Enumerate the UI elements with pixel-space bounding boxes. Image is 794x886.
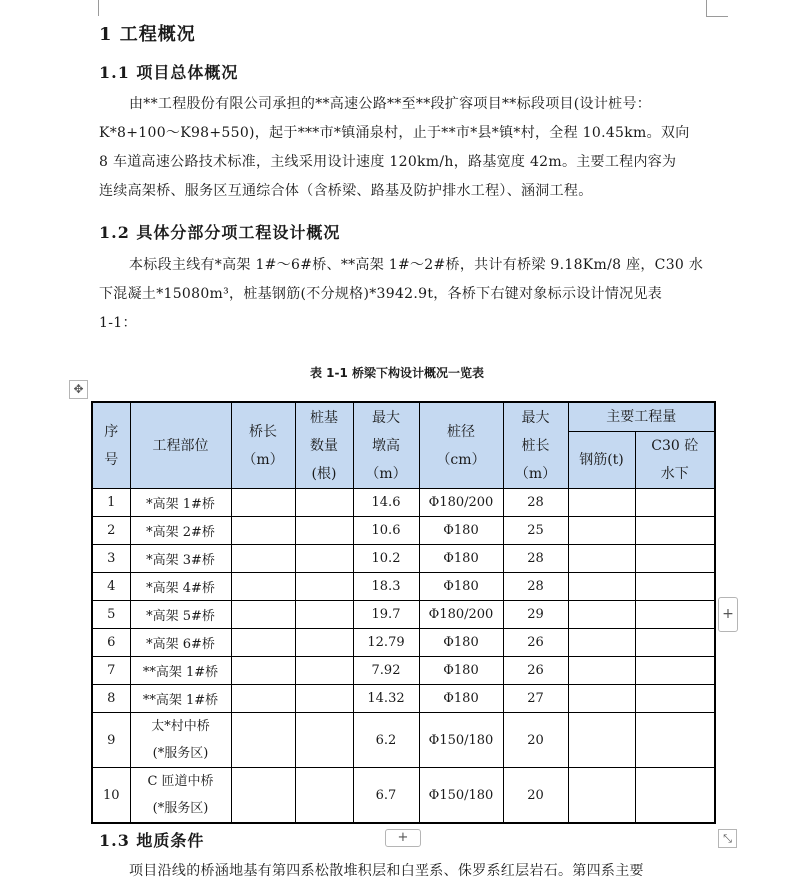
cell-dia: Φ180 <box>419 629 503 657</box>
cell-no: 9 <box>92 713 130 768</box>
cell-plen: 20 <box>503 768 568 824</box>
cell-piles <box>295 601 353 629</box>
cell-pier: 19.7 <box>353 601 419 629</box>
cell-piles <box>295 685 353 713</box>
cell-c30 <box>635 573 715 601</box>
cell-piles <box>295 713 353 768</box>
cell-no: 3 <box>92 545 130 573</box>
cell-length <box>231 629 295 657</box>
cell-part: 太*村中桥 (*服务区) <box>130 713 231 768</box>
cell-dia: Φ180/200 <box>419 601 503 629</box>
table-row <box>92 573 715 601</box>
heading-1: 1 工程概况 <box>99 24 196 45</box>
cell-dia: Φ180 <box>419 517 503 545</box>
heading-1-3: 1.3 地质条件 <box>99 831 205 850</box>
cell-part: **高架 1#桥 <box>130 685 231 713</box>
add-row-plus-icon[interactable]: + <box>385 829 421 847</box>
cell-piles <box>295 657 353 685</box>
table-row <box>92 629 715 657</box>
cell-part: *高架 1#桥 <box>130 489 231 517</box>
paragraph-1-2 <box>99 251 707 338</box>
header-piles: 桩基 数量 (根) <box>295 402 353 489</box>
table-resize-icon[interactable]: ⤡ <box>718 829 737 848</box>
cell-dia: Φ150/180 <box>419 713 503 768</box>
cell-piles <box>295 517 353 545</box>
cell-rebar <box>568 629 635 657</box>
para-line: K*8+100～K98+550)，起于***市*镇涌泉村，止于**市*县*镇*村，全程 10.45km。双向 <box>99 125 690 141</box>
paragraph-1-3 <box>99 857 707 886</box>
cell-rebar <box>568 517 635 545</box>
cell-rebar <box>568 545 635 573</box>
cell-part: *高架 6#桥 <box>130 629 231 657</box>
cell-pier: 18.3 <box>353 573 419 601</box>
cell-no: 7 <box>92 657 130 685</box>
header-no: 序 号 <box>92 402 130 489</box>
para-line: 下混凝土*15080m³，桩基钢筋(不分规格)*3942.9t，各桥下右键对象标示设计情况见表 <box>99 286 663 302</box>
cell-no: 8 <box>92 685 130 713</box>
cell-length <box>231 768 295 824</box>
cell-no: 5 <box>92 601 130 629</box>
cell-c30 <box>635 517 715 545</box>
cell-part: C 匝道中桥 (*服务区) <box>130 768 231 824</box>
cell-dia: Φ180 <box>419 685 503 713</box>
cell-pier: 12.79 <box>353 629 419 657</box>
cell-plen: 28 <box>503 545 568 573</box>
cell-rebar <box>568 601 635 629</box>
cell-piles <box>295 573 353 601</box>
cell-dia: Φ150/180 <box>419 768 503 824</box>
para-line: 1-1： <box>99 315 137 331</box>
cell-c30 <box>635 629 715 657</box>
header-pile-diameter: 桩径 （cm） <box>419 402 503 489</box>
cell-length <box>231 573 295 601</box>
header-pile-length: 最大 桩长 （m） <box>503 402 568 489</box>
cell-c30 <box>635 601 715 629</box>
heading-1-1: 1.1 项目总体概况 <box>99 63 239 82</box>
page-margin-marker <box>98 0 706 16</box>
para-line: 连续高架桥、服务区互通综合体（含桥梁、路基及防护排水工程）、涵洞工程。 <box>99 183 593 199</box>
cell-c30 <box>635 545 715 573</box>
cell-c30 <box>635 768 715 824</box>
cell-rebar <box>568 573 635 601</box>
cell-plen: 26 <box>503 629 568 657</box>
cell-rebar <box>568 768 635 824</box>
cell-length <box>231 685 295 713</box>
header-part: 工程部位 <box>130 402 231 489</box>
cell-dia: Φ180 <box>419 657 503 685</box>
cell-pier: 14.32 <box>353 685 419 713</box>
cell-plen: 28 <box>503 489 568 517</box>
cell-rebar <box>568 713 635 768</box>
cell-plen: 25 <box>503 517 568 545</box>
cell-pier: 14.6 <box>353 489 419 517</box>
table-row <box>92 685 715 713</box>
cell-length <box>231 545 295 573</box>
para-line: 本标段主线有*高架 1#～6#桥、**高架 1#～2#桥，共计有桥梁 9.18Km/8 座，C30 水 <box>129 257 704 273</box>
paragraph-1-1 <box>99 90 707 206</box>
header-c30: C30 砼 水下 <box>635 432 715 489</box>
cell-dia: Φ180 <box>419 573 503 601</box>
cell-length <box>231 601 295 629</box>
cell-part: *高架 4#桥 <box>130 573 231 601</box>
cell-plen: 26 <box>503 657 568 685</box>
cell-pier: 6.7 <box>353 768 419 824</box>
header-main-quantities: 主要工程量 <box>568 402 715 432</box>
cell-length <box>231 657 295 685</box>
table-row <box>92 601 715 629</box>
cell-part: *高架 3#桥 <box>130 545 231 573</box>
cell-rebar <box>568 657 635 685</box>
table-row <box>92 517 715 545</box>
margin-line-right <box>706 0 707 16</box>
cell-pier: 10.2 <box>353 545 419 573</box>
table-row <box>92 545 715 573</box>
bridge-table <box>91 401 716 824</box>
cell-plen: 28 <box>503 573 568 601</box>
cell-dia: Φ180/200 <box>419 489 503 517</box>
cell-no: 10 <box>92 768 130 824</box>
cell-plen: 20 <box>503 713 568 768</box>
cell-c30 <box>635 685 715 713</box>
header-length: 桥长 （m） <box>231 402 295 489</box>
cell-length <box>231 517 295 545</box>
heading-1-2: 1.2 具体分部分项工程设计概况 <box>99 223 341 242</box>
cell-pier: 7.92 <box>353 657 419 685</box>
cell-length <box>231 713 295 768</box>
cell-c30 <box>635 657 715 685</box>
cell-c30 <box>635 713 715 768</box>
table-row <box>92 713 715 768</box>
table-row <box>92 657 715 685</box>
cell-part: *高架 2#桥 <box>130 517 231 545</box>
cell-part: **高架 1#桥 <box>130 657 231 685</box>
cell-no: 2 <box>92 517 130 545</box>
cell-dia: Φ180 <box>419 545 503 573</box>
cell-c30 <box>635 489 715 517</box>
table-move-handle-icon[interactable]: ✥ <box>69 380 88 399</box>
cell-plen: 29 <box>503 601 568 629</box>
cell-no: 4 <box>92 573 130 601</box>
header-rebar: 钢筋(t) <box>568 432 635 489</box>
cell-piles <box>295 489 353 517</box>
cell-plen: 27 <box>503 685 568 713</box>
para-line: 由**工程股份有限公司承担的**高速公路**至**段扩容项目**标段项目(设计桩号： <box>129 96 652 112</box>
margin-line-corner <box>706 16 728 17</box>
cell-rebar <box>568 489 635 517</box>
cell-pier: 10.6 <box>353 517 419 545</box>
header-pier-height: 最大 墩高 （m） <box>353 402 419 489</box>
cell-no: 6 <box>92 629 130 657</box>
cell-pier: 6.2 <box>353 713 419 768</box>
para-line: 项目沿线的桥涵地基有第四系松散堆积层和白垩系、侏罗系红层岩石。第四系主要 <box>129 863 644 879</box>
cell-part: *高架 5#桥 <box>130 601 231 629</box>
cell-no: 1 <box>92 489 130 517</box>
cell-piles <box>295 545 353 573</box>
cell-piles <box>295 768 353 824</box>
margin-line-left <box>98 0 99 16</box>
cell-length <box>231 489 295 517</box>
para-line: 8 车道高速公路技术标准，主线采用设计速度 120km/h，路基宽度 42m。主要工程内容为 <box>99 154 677 170</box>
cell-piles <box>295 629 353 657</box>
table-caption: 表 1-1 桥梁下构设计概况一览表 <box>309 366 485 380</box>
cell-rebar <box>568 685 635 713</box>
add-column-plus-icon[interactable]: + <box>718 597 738 632</box>
table-row <box>92 768 715 824</box>
table-row <box>92 489 715 517</box>
